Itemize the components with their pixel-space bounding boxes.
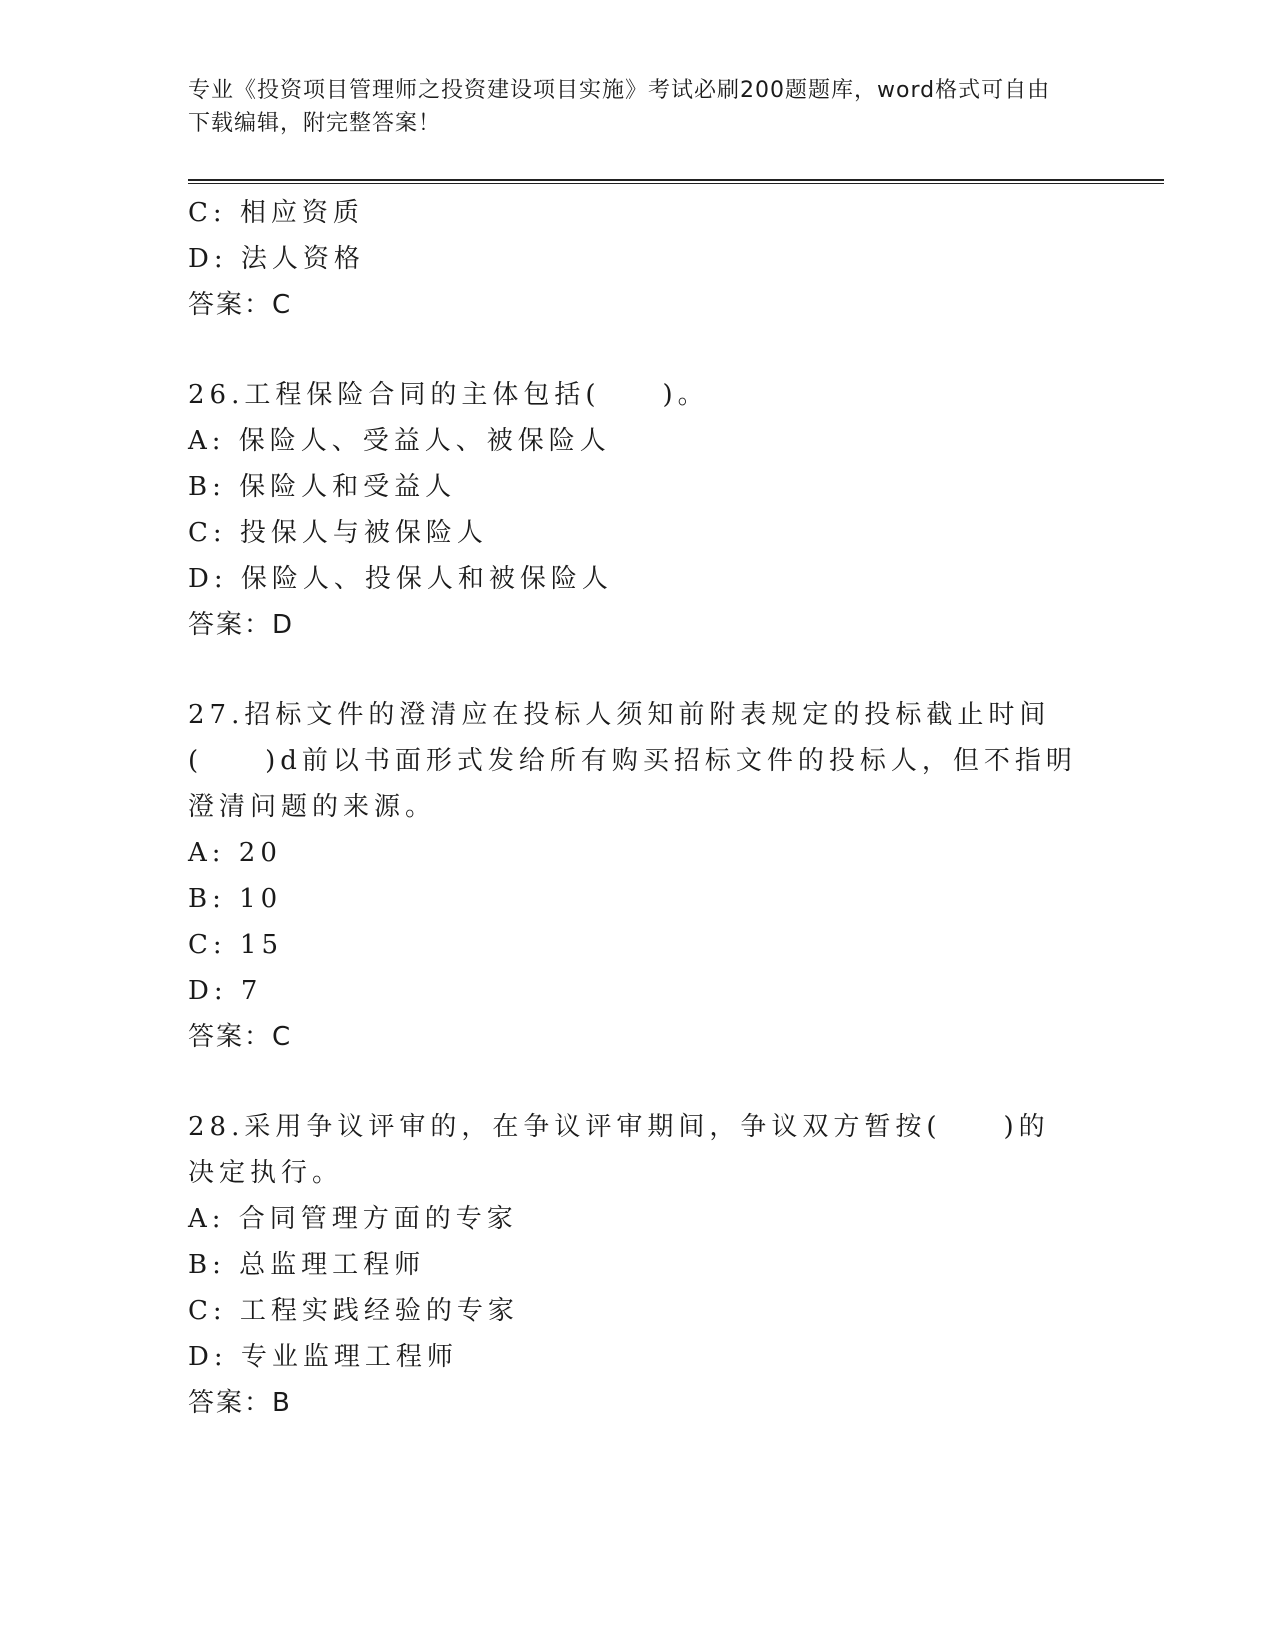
question-stem: 28.采用争议评审的，在争议评审期间，争议双方暂按( )的决定执行。 <box>188 1112 1050 1188</box>
answer-line: 答案：C <box>188 1022 293 1052</box>
option-a: A: 保险人、受益人、被保险人 <box>188 426 611 456</box>
question-block-26 <box>188 372 1078 648</box>
option-b: B: 10 <box>188 884 283 914</box>
option-c: C: 投保人与被保险人 <box>188 518 488 548</box>
answer-line: 答案：D <box>188 610 295 640</box>
document-title: 专业《投资项目管理师之投资建设项目实施》考试必刷200题题库，word格式可自由下载编辑，附完整答案！ <box>188 78 1051 136</box>
option-a: A: 合同管理方面的专家 <box>188 1204 518 1234</box>
option-d: D: 7 <box>188 976 263 1006</box>
option-d: D: 保险人、投保人和被保险人 <box>188 564 613 594</box>
option-a: A: 20 <box>188 838 282 868</box>
document-body <box>188 190 1078 1426</box>
option-b: B: 总监理工程师 <box>188 1250 426 1280</box>
option-c: C: 相应资质 <box>188 198 364 228</box>
option-d: D: 法人资格 <box>188 244 365 274</box>
spacer <box>188 328 1078 372</box>
spacer <box>188 1060 1078 1104</box>
question-block-28 <box>188 1104 1078 1426</box>
question-block-27 <box>188 692 1078 1060</box>
option-c: C: 工程实践经验的专家 <box>188 1296 519 1326</box>
page-header <box>188 74 1068 140</box>
option-c: C: 15 <box>188 930 284 960</box>
option-d: D: 专业监理工程师 <box>188 1342 458 1372</box>
answer-line: 答案：B <box>188 1388 292 1418</box>
question-stem: 27.招标文件的澄清应在投标人须知前附表规定的投标截止时间( )d前以书面形式发给所有购买招标文件的投标人，但不指明澄清问题的来源。 <box>188 700 1077 822</box>
header-divider <box>188 179 1164 184</box>
spacer <box>188 648 1078 692</box>
option-b: B: 保险人和受益人 <box>188 472 457 502</box>
question-block-25 <box>188 190 1078 328</box>
question-stem: 26.工程保险合同的主体包括( )。 <box>188 380 709 410</box>
answer-line: 答案：C <box>188 290 293 320</box>
